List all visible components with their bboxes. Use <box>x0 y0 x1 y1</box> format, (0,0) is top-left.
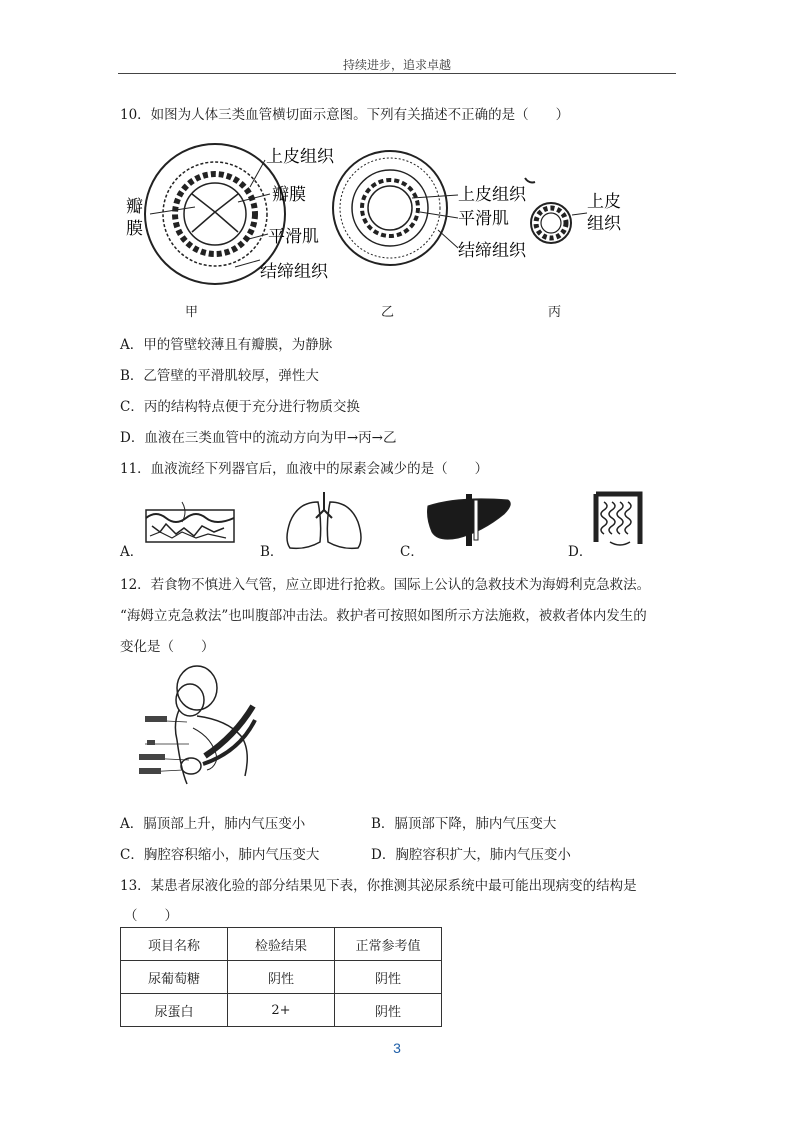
q11-option-c[interactable]: C． <box>400 544 424 560</box>
rescuer-head <box>177 666 217 710</box>
yi-stray-mark <box>525 178 535 183</box>
organ-skin-image <box>142 500 242 548</box>
q11-option-b[interactable]: B． <box>260 544 284 560</box>
jia-smooth-muscle <box>175 174 255 254</box>
yi-smooth-muscle <box>362 180 418 236</box>
yi-connective-ring <box>340 158 440 258</box>
urine-test-table <box>120 927 442 1027</box>
jia-label-top: 上皮组织 <box>266 147 334 167</box>
q10-option-d[interactable]: D．血液在三类血管中的流动方向为甲→丙→乙 <box>120 430 397 446</box>
jia-valve-left <box>192 194 215 232</box>
jia-muscle-ring <box>163 162 267 266</box>
q12-line-2: “海姆立克急救法”也叫腹部冲击法。救护者可按照如图所示方法施救，被救者体内发生的 <box>120 608 647 624</box>
jia-pointer-top <box>250 160 265 187</box>
table-header-row <box>121 928 442 961</box>
q11-option-d[interactable]: D． <box>568 544 593 560</box>
yi-label-3: 结缔组织 <box>458 241 526 261</box>
jia-label-left-1: 瓣 <box>126 197 143 217</box>
table-cell: 2+ <box>228 994 335 1027</box>
caption-jia: 甲 <box>185 305 199 320</box>
table-cell: 阴性 <box>335 994 442 1027</box>
q10-option-b[interactable]: B．乙管壁的平滑肌较厚，弹性大 <box>120 368 319 384</box>
table-header-cell: 项目名称 <box>121 928 228 961</box>
jia-label-bottom: 结缔组织 <box>260 262 328 282</box>
organ-liver-image <box>422 490 522 548</box>
jia-label-mid: 平滑肌 <box>268 227 319 247</box>
jia-label-left-2: 膜 <box>126 219 143 239</box>
header-divider <box>118 73 676 74</box>
yi-epithelium <box>368 186 412 230</box>
q12-option-d[interactable]: D．胸腔容积扩大，肺内气压变小 <box>371 847 571 863</box>
bing-label-1: 上皮 <box>587 192 621 212</box>
q12-line-3: 变化是（ ） <box>120 639 215 655</box>
yi-label-1: 上皮组织 <box>458 185 526 205</box>
bing-lumen <box>541 213 561 233</box>
yi-pointer-1 <box>412 195 458 198</box>
caption-yi: 乙 <box>381 305 395 320</box>
page-number: 3 <box>393 1040 401 1056</box>
vessel-figure-yi <box>320 150 550 280</box>
q12-option-b[interactable]: B．膈顶部下降，肺内气压变大 <box>371 816 557 832</box>
table-row <box>121 994 442 1027</box>
q12-option-c[interactable]: C．胸腔容积缩小，肺内气压变大 <box>120 847 320 863</box>
q10-stem: 10．如图为人体三类血管横切面示意图。下列有关描述不正确的是（ ） <box>120 107 570 123</box>
bing-pointer <box>572 213 587 215</box>
table-cell: 阴性 <box>228 961 335 994</box>
q13-bracket: （ ） <box>124 908 178 924</box>
table-cell: 尿蛋白 <box>121 994 228 1027</box>
q11-stem: 11．血液流经下列器官后，血液中的尿素会减少的是（ ） <box>120 461 489 477</box>
table-row <box>121 961 442 994</box>
jia-epithelium <box>184 183 246 245</box>
organ-lung-image <box>282 488 372 550</box>
yi-outer-ring <box>333 151 447 265</box>
jia-label-inner: 瓣膜 <box>272 185 306 205</box>
q12-line-1: 12．若食物不慎进入气管，应立即进行抢救。国际上公认的急救技术为海姆利克急救法。 <box>120 577 651 593</box>
table-header-cell: 正常参考值 <box>335 928 442 961</box>
q10-option-a[interactable]: A．甲的管壁较薄且有瓣膜，为静脉 <box>120 337 333 353</box>
jia-valve-right <box>215 194 238 232</box>
vessel-figure-bing <box>525 185 635 255</box>
q11-option-a[interactable]: A． <box>120 544 144 560</box>
bing-label-2: 组织 <box>587 214 621 234</box>
organ-intestine-image <box>590 486 650 552</box>
q12-option-a[interactable]: A．膈顶部上升，肺内气压变小 <box>120 816 306 832</box>
table-cell: 阴性 <box>335 961 442 994</box>
yi-label-2: 平滑肌 <box>458 209 509 229</box>
q10-option-c[interactable]: C．丙的结构特点便于充分进行物质交换 <box>120 399 360 415</box>
table-cell: 尿葡萄糖 <box>121 961 228 994</box>
q13-stem: 13．某患者尿液化验的部分结果见下表，你推测其泌尿系统中最可能出现病变的结构是 <box>120 878 637 894</box>
caption-bing: 丙 <box>548 305 562 320</box>
yi-pointer-3 <box>438 230 458 248</box>
page-header: 持续进步，追求卓越 <box>342 58 451 72</box>
fist <box>181 758 201 774</box>
heimlich-illustration <box>135 660 265 790</box>
table-header-cell: 检验结果 <box>228 928 335 961</box>
